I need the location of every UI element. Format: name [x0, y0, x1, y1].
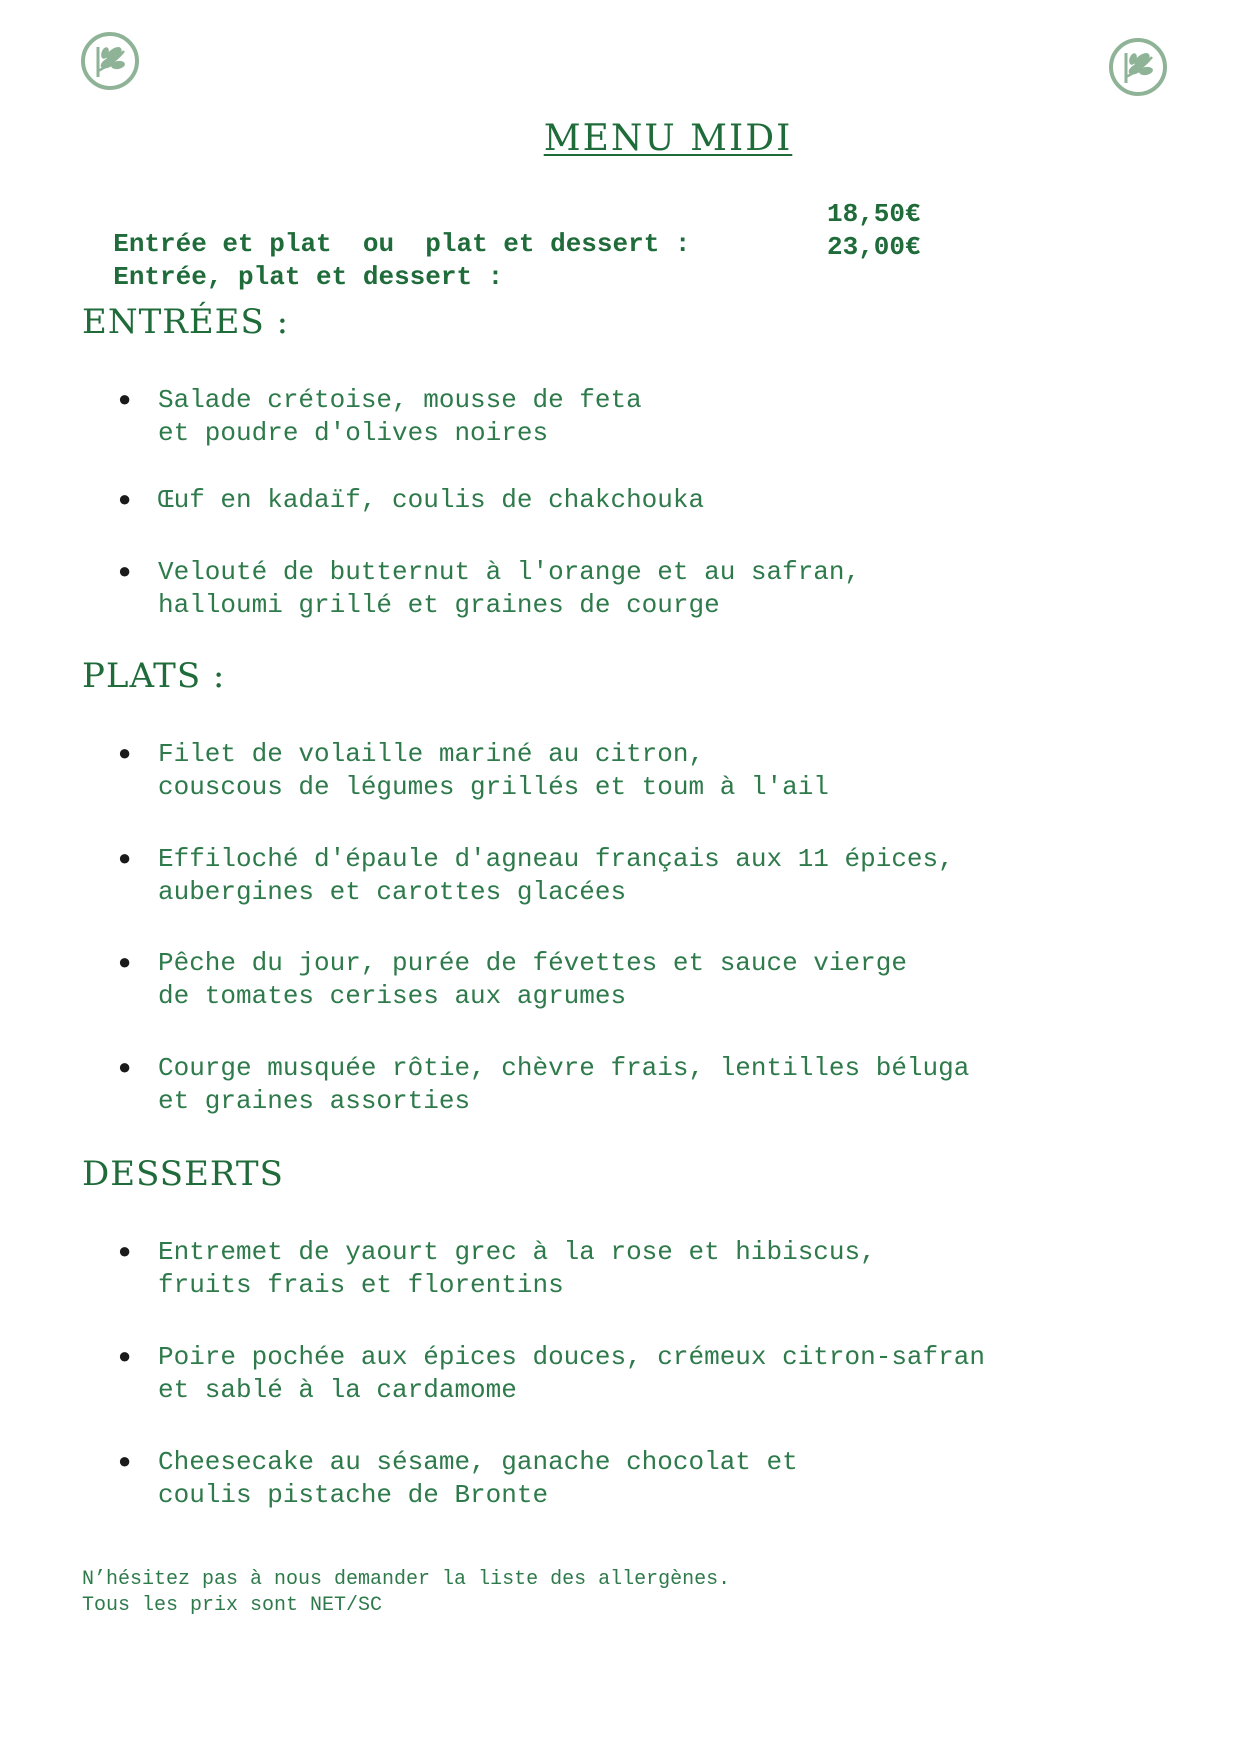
- list-item: [118, 556, 861, 655]
- item-line: fruits frais et florentins: [158, 1270, 564, 1300]
- bullet-icon: ●: [118, 1056, 132, 1081]
- price-label: Entrée et plat ou plat et dessert :: [113, 229, 691, 259]
- bullet-icon: ●: [118, 1240, 132, 1265]
- leaf-emblem-icon: [80, 31, 140, 91]
- item-line: de tomates cerises aux agrumes: [158, 981, 627, 1011]
- bullet-icon: ●: [118, 1450, 132, 1475]
- item-line: Filet de volaille mariné au citron,: [158, 739, 705, 769]
- leaf-emblem-icon: [1108, 37, 1168, 97]
- item-line: couscous de légumes grillés et toum à l'ail: [158, 772, 829, 802]
- bullet-icon: ●: [118, 1345, 132, 1370]
- item-line: Courge musquée rôtie, chèvre frais, lentilles béluga: [158, 1053, 970, 1083]
- price-note: Tous les prix sont NET/SC: [82, 1594, 383, 1617]
- page-title-text: MENU MIDI: [543, 118, 793, 159]
- item-line: Velouté de butternut à l'orange et au safran,: [158, 557, 861, 587]
- item-line: et graines assorties: [158, 1086, 471, 1116]
- list-item: [118, 1052, 970, 1151]
- item-line: halloumi grillé et graines de courge: [158, 590, 720, 620]
- item-line: coulis pistache de Bronte: [158, 1480, 549, 1510]
- item-line: Cheesecake au sésame, ganache chocolat et: [158, 1447, 798, 1477]
- section-heading-desserts: DESSERTS: [82, 1154, 284, 1194]
- allergen-note: N’hésitez pas à nous demander la liste des allergènes.: [82, 1568, 731, 1591]
- price-label: Entrée, plat et dessert :: [113, 262, 504, 292]
- item-line: Pêche du jour, purée de févettes et sauce vierge: [158, 948, 907, 978]
- price-amount: 23,00€: [827, 232, 921, 262]
- bullet-icon: ●: [118, 742, 132, 767]
- bullet-icon: ●: [118, 951, 132, 976]
- item-line: Poire pochée aux épices douces, crémeux citron-safran: [158, 1342, 985, 1372]
- bullet-icon: ●: [118, 488, 132, 513]
- list-item: [118, 843, 954, 942]
- item-line: et sablé à la cardamome: [158, 1375, 517, 1405]
- item-line: et poudre d'olives noires: [158, 418, 549, 448]
- page-title: [0, 118, 1241, 159]
- item-line: Œuf en kadaïf, coulis de chakchouka: [158, 485, 705, 515]
- bullet-icon: ●: [118, 560, 132, 585]
- list-item: [118, 1341, 985, 1440]
- list-item: [118, 1446, 798, 1545]
- item-line: Entremet de yaourt grec à la rose et hibiscus,: [158, 1237, 876, 1267]
- list-item: [118, 384, 642, 483]
- item-line: aubergines et carottes glacées: [158, 877, 627, 907]
- bullet-icon: ●: [118, 388, 132, 413]
- section-heading-plats: PLATS :: [82, 656, 226, 696]
- section-heading-entrees: ENTRÉES :: [82, 302, 290, 342]
- price-amount: 18,50€: [827, 199, 921, 229]
- item-line: Effiloché d'épaule d'agneau français aux 11 épices,: [158, 844, 954, 874]
- list-item: [118, 947, 907, 1046]
- item-line: Salade crétoise, mousse de feta: [158, 385, 642, 415]
- bullet-icon: ●: [118, 847, 132, 872]
- list-item: [118, 1236, 876, 1335]
- list-item: [118, 738, 829, 837]
